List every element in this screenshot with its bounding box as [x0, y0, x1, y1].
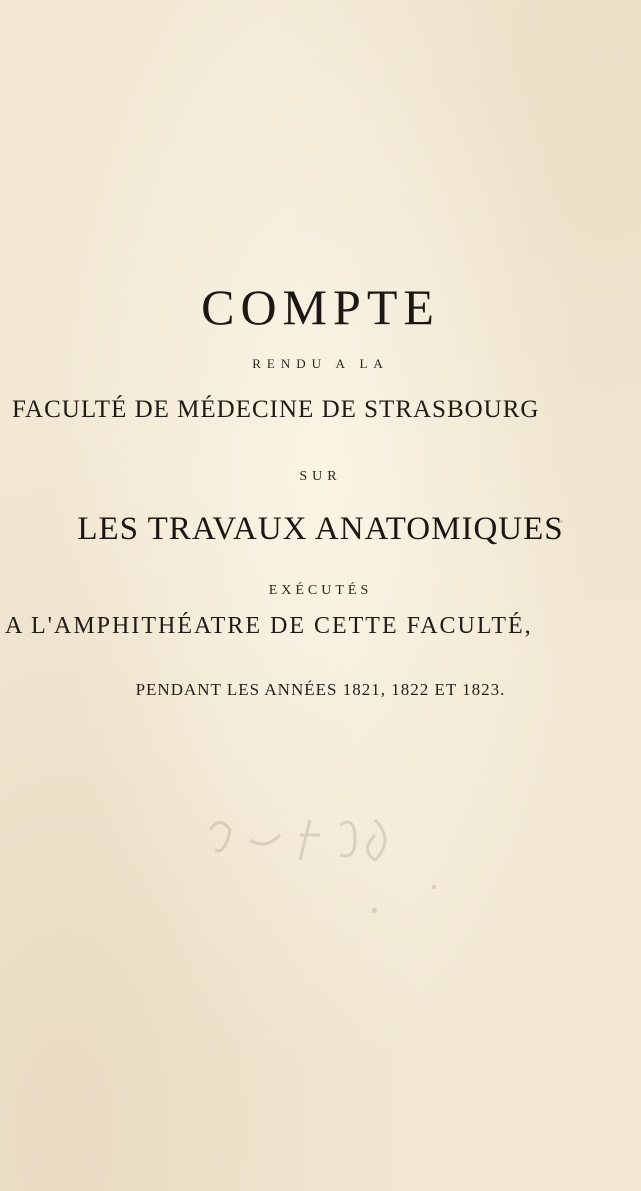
paper-spot: [372, 908, 377, 913]
years-line: PENDANT LES ANNÉES 1821, 1822 ET 1823.: [135, 680, 506, 699]
faculty-name: FACULTÉ DE MÉDECINE DE STRASBOURG: [12, 396, 540, 423]
paper-spot: [560, 520, 563, 523]
subtitle-rendu: RENDU A LA: [252, 356, 389, 371]
document-title: COMPTE: [201, 279, 440, 335]
subtitle-sur: SUR: [299, 469, 342, 484]
faint-stamp-mark: [190, 800, 470, 880]
amphitheatre-line: A L'AMPHITHÉATRE DE CETTE FACULTÉ,: [5, 613, 533, 639]
paper-spot: [432, 885, 436, 889]
works-heading: LES TRAVAUX ANATOMIQUES: [77, 511, 564, 547]
subtitle-executes: EXÉCUTÉS: [268, 583, 373, 598]
